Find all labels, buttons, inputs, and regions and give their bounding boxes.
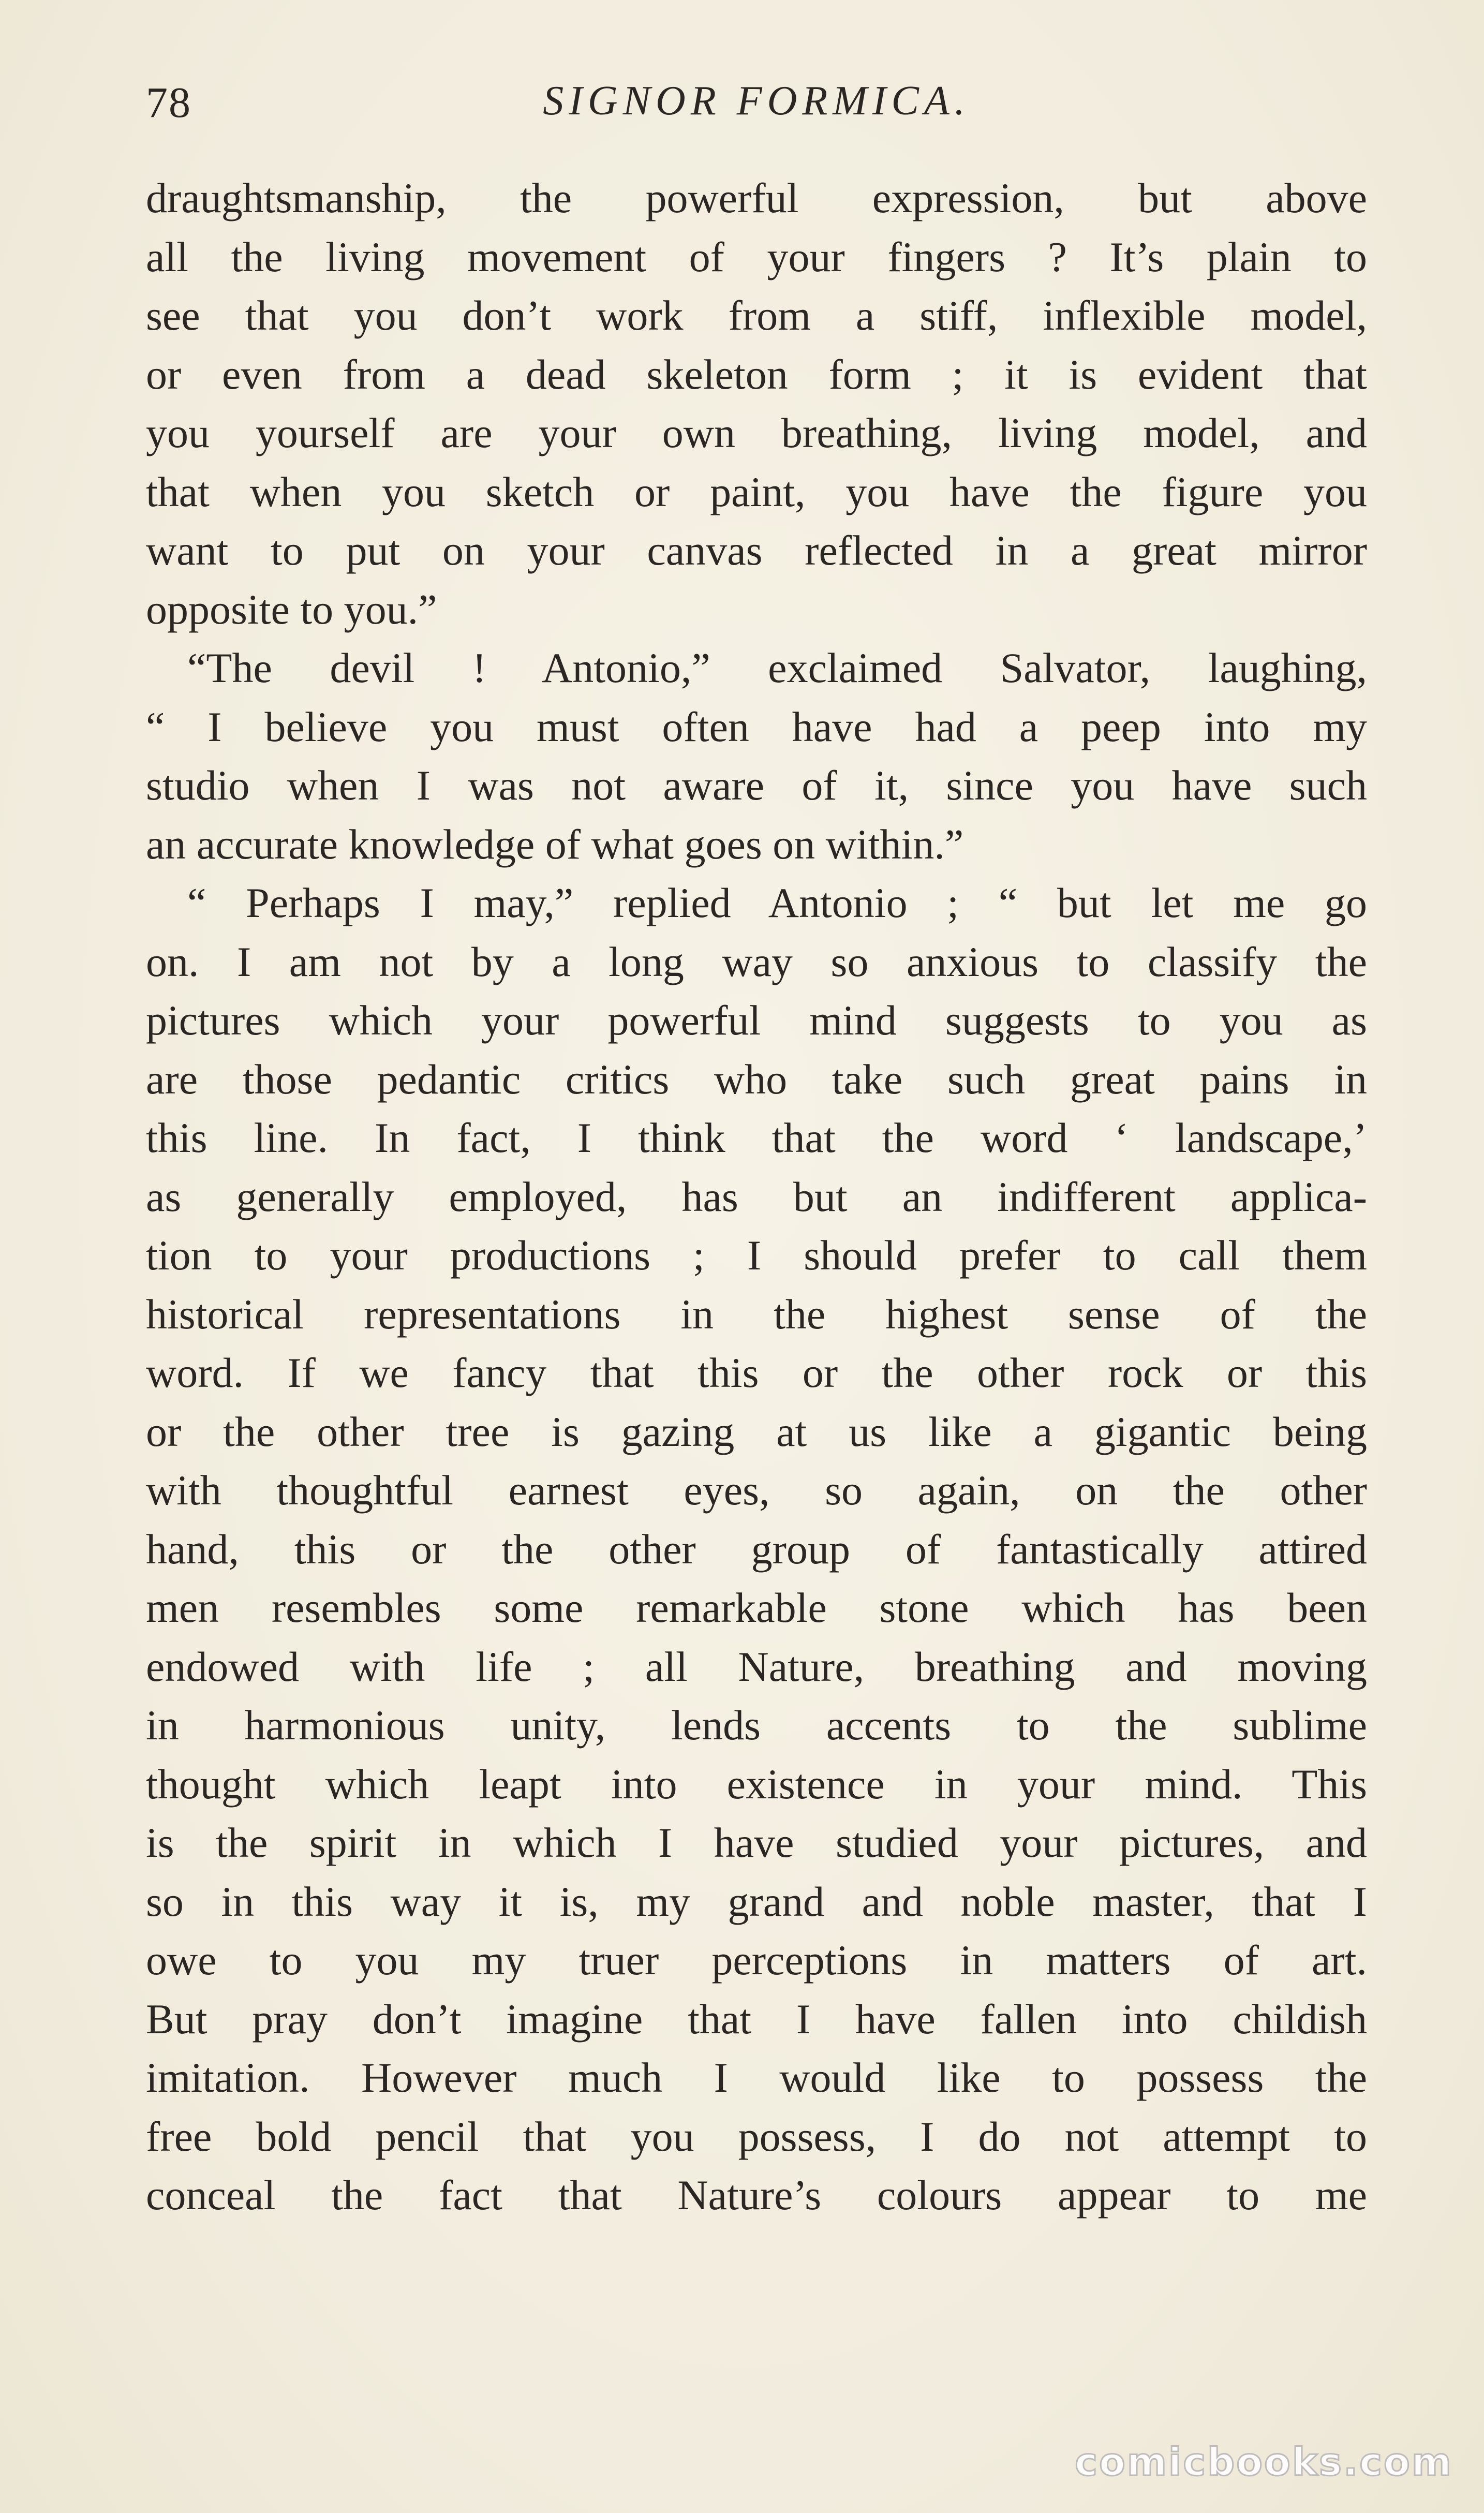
text-line: owe to you my truer perceptions in matters of art. <box>146 1937 1367 1984</box>
text-line: historical representations in the highest sense of the <box>146 1290 1367 1338</box>
page-number: 78 <box>146 79 191 127</box>
text-line: see that you don’t work from a stiff, inflexible model, <box>146 292 1367 339</box>
text-line: men resembles some remarkable stone which has been <box>146 1584 1367 1631</box>
text-line: or the other tree is gazing at us like a gigantic being <box>146 1408 1367 1455</box>
text-line: imitation. However much I would like to possess the <box>146 2054 1367 2101</box>
text-line: on. I am not by a long way so anxious to classify the <box>146 938 1367 985</box>
text-line: endowed with life ; all Nature, breathing and moving <box>146 1643 1367 1690</box>
text-line: or even from a dead skeleton form ; it is evident that <box>146 350 1367 398</box>
text-line: want to put on your canvas reflected in a great mirror <box>146 527 1367 574</box>
text-line: you yourself are your own breathing, living model, and <box>146 409 1367 456</box>
watermark: comicbooks.com <box>1075 2440 1453 2485</box>
text-line: studio when I was not aware of it, since you have such <box>146 762 1367 809</box>
running-title: SIGNOR FORMICA. <box>543 78 970 124</box>
text-line: are those pedantic critics who take such great pains in <box>146 1055 1367 1103</box>
text-line: word. If we fancy that this or the other rock or this <box>146 1349 1367 1396</box>
text-line: with thoughtful earnest eyes, so again, on the other <box>146 1467 1367 1514</box>
text-line: that when you sketch or paint, you have the figure you <box>146 468 1367 515</box>
text-line: free bold pencil that you possess, I do not attempt to <box>146 2112 1367 2160</box>
text-line: in harmonious unity, lends accents to the sublime <box>146 1702 1367 1749</box>
text-line: opposite to you.” <box>146 585 437 633</box>
text-line: this line. In fact, I think that the word ‘ landscape,’ <box>146 1114 1367 1161</box>
body-text <box>146 169 1367 2225</box>
text-line: thought which leapt into existence in your mind. This <box>146 1760 1367 1808</box>
text-line: pictures which your powerful mind suggests to you as <box>146 997 1367 1044</box>
text-line: “The devil ! Antonio,” exclaimed Salvator, laughing, <box>187 644 1367 691</box>
text-line: all the living movement of your fingers ? It’s plain to <box>146 233 1367 280</box>
text-line: draughtsmanship, the powerful expression, but above <box>146 174 1367 221</box>
running-head <box>146 78 1367 135</box>
text-line: hand, this or the other group of fantastically attired <box>146 1525 1367 1573</box>
text-line: as generally employed, has but an indifferent applica- <box>146 1173 1367 1220</box>
text-line: “ Perhaps I may,” replied Antonio ; “ but let me go <box>187 879 1367 926</box>
text-line: is the spirit in which I have studied your pictures, and <box>146 1819 1367 1866</box>
text-line: But pray don’t imagine that I have fallen into childish <box>146 1995 1367 2043</box>
text-line: conceal the fact that Nature’s colours appear to me <box>146 2171 1367 2219</box>
text-line: “ I believe you must often have had a peep into my <box>146 703 1367 750</box>
text-line: an accurate knowledge of what goes on within.” <box>146 820 964 868</box>
text-line: so in this way it is, my grand and noble master, that I <box>146 1878 1367 1925</box>
text-line: tion to your productions ; I should prefer to call them <box>146 1232 1367 1279</box>
